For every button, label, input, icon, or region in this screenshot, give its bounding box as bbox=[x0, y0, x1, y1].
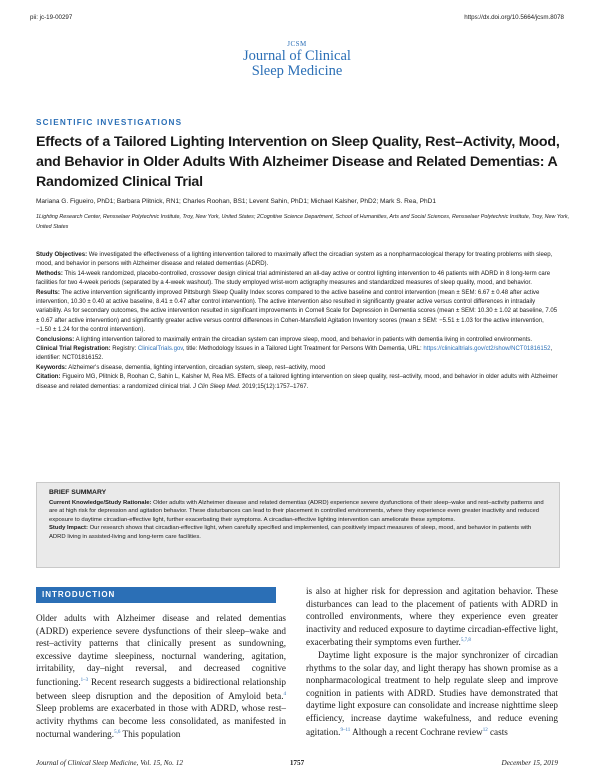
citation-label: Citation: bbox=[36, 374, 61, 381]
results-text: The active intervention significantly improved Pittsburgh Sleep Quality Index scores compared to the active baseline and control intervention (mean ± SEM: 6.67 ± 0.48 after active intervention, 10.30 ± 0.40 at active baseline, 8.41 ± 0.47 after control intervention). The active intervention also resulted in significantly greater active versus control differences in intradaily variability. As for secondary outcomes, the active intervention resulted in significant improvements in Cornell Scale for Depression in Dementia scores (mean ± SEM: 10.30 ± 1.02 at baseline, 7.05 ± 0.67 after active intervention) and significantly greater active versus control differences in Cohen-Mansfield Agitation Inventory scores (mean ± SEM: −5.51 ± 1.03 for the active intervention, −1.50 ± 1.24 for the control intervention). bbox=[36, 289, 558, 334]
intro-text-5: is also at higher risk for depression and agitation behavior. These disturbances can lead to the placement of patients with ADRD in controlled environments, where they experience even greater inactivity and reduced exposure to daytime circadian-effective light, exacerbating their symptoms even further. bbox=[306, 586, 558, 648]
intro-text-7: Although a recent Cochrane review bbox=[350, 726, 483, 737]
keywords-label: Keywords: bbox=[36, 364, 67, 371]
citation-text: Figueiro MG, Plitnick B, Roohan C, Sahin L, Kalsher M, Rea MS. Effects of a tailored lighting intervention on sleep quality, rest–activity, mood, and behavior in older adults with Alzheimer disease and related dementias: a randomized clinical trial. bbox=[36, 374, 558, 390]
reference-link[interactable]: 9–11 bbox=[340, 727, 351, 733]
conclusions-text: A lighting intervention tailored to maximally entrain the circadian system can improve sleep, mood, and behavior in patients with dementia living in controlled environments. bbox=[75, 336, 533, 343]
methods-label: Methods: bbox=[36, 270, 63, 277]
objectives-label: Study Objectives: bbox=[36, 252, 88, 258]
methods-text: This 14-week randomized, placebo-controlled, crossover design clinical trial administered an all-day active or control lighting intervention to 46 patients with ADRD in 8 long-term care facilities for two 4-week periods (separated by a 4-week washout). The study employed wrist-worn actigraphy measures and standardized measures of sleep quality, mood, and behavior. bbox=[36, 270, 551, 287]
registration-label: Clinical Trial Registration: bbox=[36, 346, 111, 353]
brief-summary-box bbox=[36, 482, 560, 568]
impact-label: Study Impact: bbox=[49, 525, 88, 532]
results-label: Results: bbox=[36, 289, 60, 296]
brief-knowledge bbox=[49, 499, 547, 525]
abstract-objectives bbox=[36, 251, 560, 270]
abstract bbox=[36, 251, 560, 392]
footer-journal: Journal of Clinical Sleep Medicine, Vol. 15, No. 12 bbox=[36, 759, 183, 767]
intro-text-1: Older adults with Alzheimer disease and related dementias (ADRD) experience severe dysfunctions of their sleep–wake and rest–activity patterns that clinically present as sundowning, excessive daytime sleepiness, nocturnal wandering, agitation, irritability, day–night reversal, and decreased cognitive functioning. bbox=[36, 613, 286, 688]
reference-link[interactable]: 5,6 bbox=[114, 730, 121, 736]
section-label: SCIENTIFIC INVESTIGATIONS bbox=[36, 118, 183, 127]
intro-text-3: Sleep problems are exacerbated in those with ADRD, whose rest–activity rhythms can become less consolidated, as manifested in nocturnal wandering. bbox=[36, 703, 286, 740]
intro-paragraph-1-cont bbox=[306, 585, 558, 649]
abstract-citation bbox=[36, 373, 560, 392]
pii-identifier: pii: jc-19-00297 bbox=[30, 14, 73, 21]
affiliations: 1Lighting Research Center, Rensselaer Polytechnic Institute, Troy, New York, United States; 2Cognitive Science Department, School of Humanities, Arts and Social Sciences, Rensselaer Polytechnic Institute, Troy, New York, United States bbox=[36, 214, 570, 230]
abstract-keywords bbox=[36, 364, 560, 373]
citation-tail: 2019;15(12):1757–1767. bbox=[242, 383, 309, 390]
registration-mid: , title: Methodology Issues in a Tailored Light Treatment for Persons With Dementia, URL: bbox=[182, 346, 424, 353]
intro-text-8: casts bbox=[487, 726, 508, 737]
impact-text: Our research shows that circadian-effective light, when carefully specified and implemented, can positively impact measures of sleep, mood, and behavior in patients with ADRD living in assisted-living and long-term care facilities. bbox=[49, 525, 532, 540]
registration-url-link[interactable]: https://clinicaltrials.gov/ct2/show/NCT01816152 bbox=[423, 346, 551, 353]
citation-journal: J Clin Sleep Med. bbox=[192, 383, 241, 390]
body-column-left bbox=[36, 612, 286, 741]
knowledge-label: Current Knowledge/Study Rationale: bbox=[49, 499, 152, 506]
footer-date: December 15, 2019 bbox=[501, 759, 558, 767]
author-list: Mariana G. Figueiro, PhD1; Barbara Plitnick, RN1; Charles Roohan, BS1; Levent Sahin, PhD1; Michael Kalsher, PhD2; Mark S. Rea, PhD1 bbox=[36, 198, 436, 205]
article-title: Effects of a Tailored Lighting Intervention on Sleep Quality, Rest–Activity, Mood, and Behavior in Older Adults With Alzheimer Disease and Related Dementias: A Randomized Clinical Trial bbox=[36, 134, 560, 190]
brief-summary-title: BRIEF SUMMARY bbox=[49, 489, 107, 496]
knowledge-text: Older adults with Alzheimer disease and related dementias (ADRD) experience severe dysfunctions of their sleep–wake and rest–activity patterns and are at high risk for depression and agitation behavior. These disturbances can lead to their placement in controlled environments, where they experience even greater inactivity and reduced exposure to daytime circadian-effective light, further exacerbating their symptoms. A circadian-effective lighting intervention can ameliorate these symptoms. bbox=[49, 499, 544, 523]
abstract-conclusions bbox=[36, 336, 560, 345]
logo-line-2: Sleep Medicine bbox=[251, 63, 343, 79]
introduction-heading: INTRODUCTION bbox=[36, 587, 276, 603]
intro-paragraph-1 bbox=[36, 612, 286, 741]
intro-text-4: This population bbox=[120, 729, 181, 740]
reference-link[interactable]: 5,7,8 bbox=[460, 638, 471, 644]
body-column-right bbox=[306, 585, 558, 738]
abstract-methods bbox=[36, 270, 560, 289]
registry-link[interactable]: ClinicalTrials.gov bbox=[137, 346, 183, 353]
keywords-text: Alzheimer's disease, dementia, lighting intervention, circadian system, sleep, rest–activity, mood bbox=[68, 364, 326, 371]
logo-abbreviation: JCSM bbox=[287, 40, 307, 48]
page-number: 1757 bbox=[289, 759, 305, 767]
journal-logo bbox=[0, 40, 594, 79]
abstract-registration bbox=[36, 345, 560, 364]
doi-link[interactable]: https://dx.doi.org/10.5664/jcsm.8078 bbox=[464, 14, 564, 21]
conclusions-label: Conclusions: bbox=[36, 336, 75, 343]
registration-pre: Registry: bbox=[112, 346, 138, 353]
intro-paragraph-2 bbox=[306, 649, 558, 738]
page-footer bbox=[36, 759, 558, 771]
intro-text-2: Recent research suggests a bidirectional relationship between sleep disruption and the deposition of Amyloid beta. bbox=[36, 677, 286, 701]
brief-impact bbox=[49, 524, 547, 541]
objectives-text: We investigated the effectiveness of a lighting intervention tailored to maximally affect the circadian system as a nonpharmacological therapy for treating problems with sleep, mood, and behavior in persons with Alzheimer disease and related dementias (ADRD). bbox=[36, 252, 553, 268]
reference-link[interactable]: 1–3 bbox=[80, 677, 89, 683]
intro-text-6: Daytime light exposure is the major synchronizer of circadian rhythms to the solar day, and light therapy has shown promise as a nonpharmacological treatment to help regulate sleep and improve cognition in patients with ADRD. Studies have demonstrated that daytime light exposure can consolidate and increase nighttime sleep efficiency, increase daytime wakefulness, and reduce evening agitation. bbox=[306, 650, 558, 737]
reference-link[interactable]: 4 bbox=[283, 691, 286, 697]
reference-link[interactable]: 12 bbox=[482, 727, 488, 733]
abstract-results bbox=[36, 289, 560, 336]
registration-post: , identifier: NCT01816152. bbox=[36, 346, 553, 362]
page-header bbox=[30, 14, 564, 24]
logo-line-1: Journal of Clinical bbox=[243, 48, 351, 64]
